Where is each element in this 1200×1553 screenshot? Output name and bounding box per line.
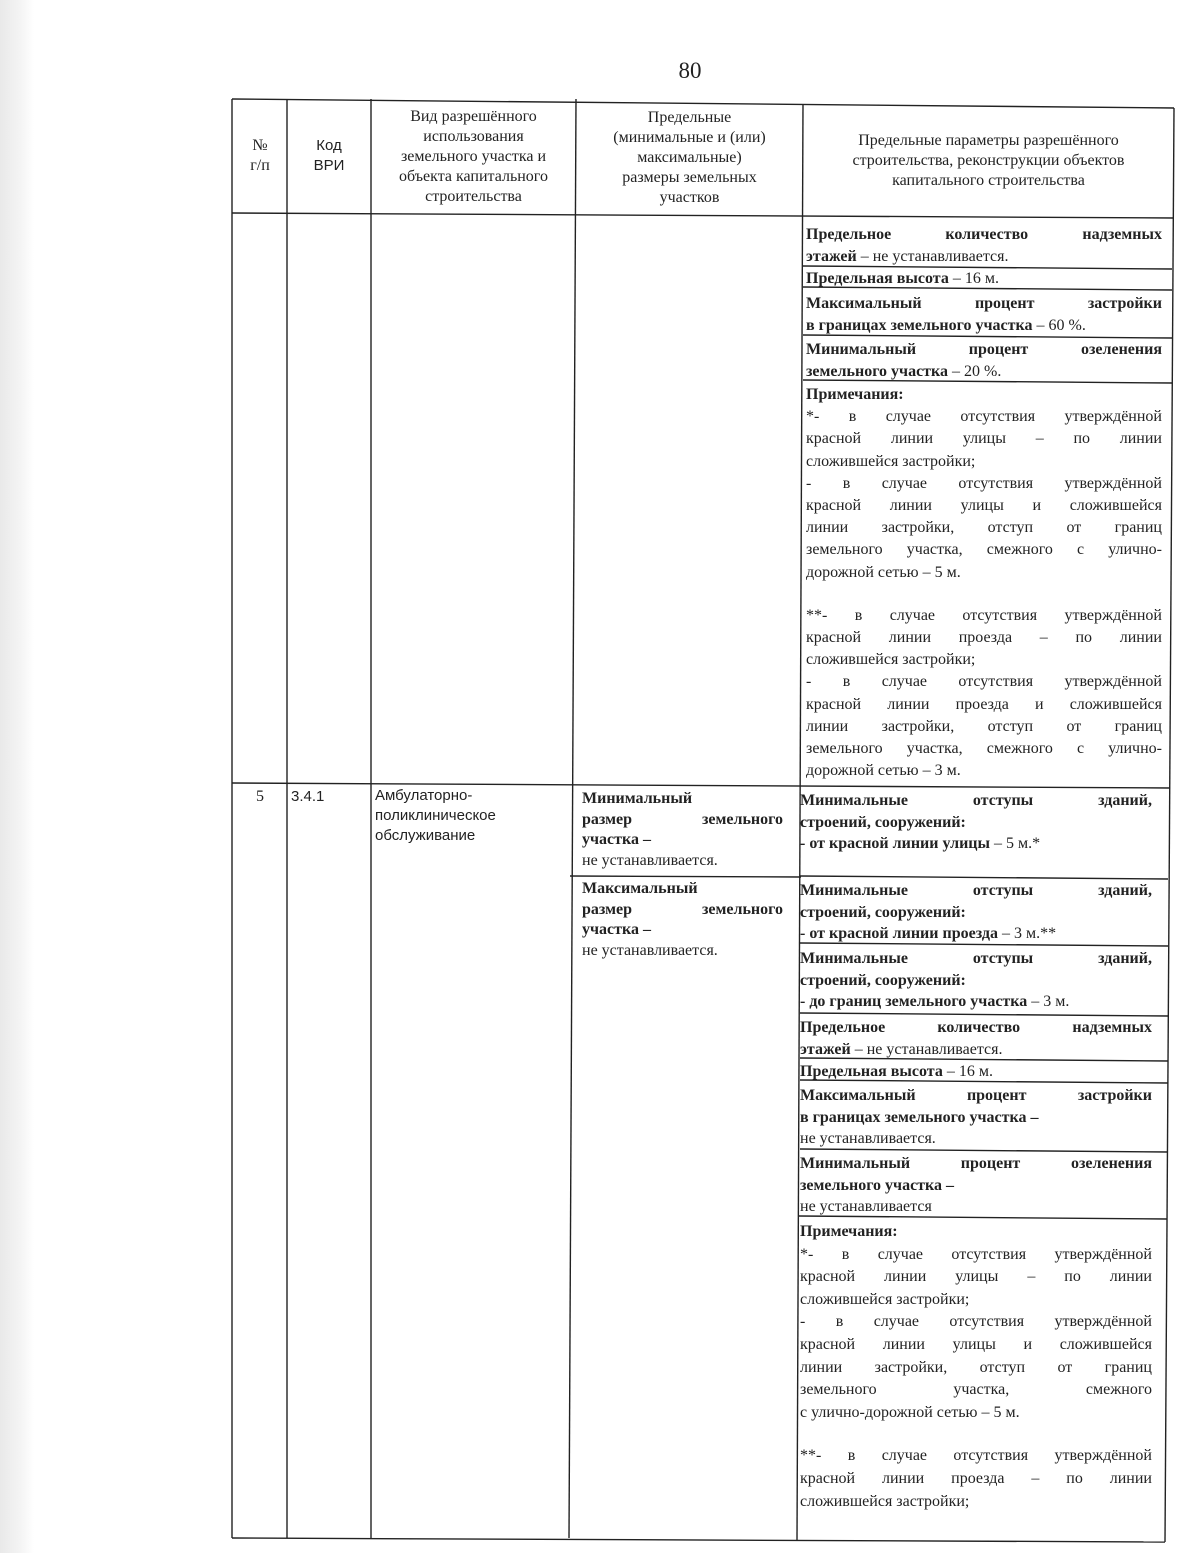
note-line: сложившейся застройки; <box>806 651 976 669</box>
param-label: Максимальный процент застройки <box>806 295 1162 312</box>
row5-num <box>234 787 286 807</box>
param-label: Минимальные отступы зданий, <box>800 792 1152 809</box>
continued-notes <box>806 384 1162 782</box>
size-label: участка – <box>582 831 651 848</box>
row5-max-size <box>582 879 783 961</box>
param-label: - до границ земельного участка <box>800 993 1028 1011</box>
size-label: размер земельного <box>582 810 783 828</box>
note-line: дорожной сетью – 3 м. <box>806 762 961 780</box>
row5-floors <box>800 1017 1152 1060</box>
row5-setback-driveway <box>800 880 1152 945</box>
param-value: – 60 %. <box>1032 316 1086 334</box>
param-label: Максимальный процент застройки <box>800 1087 1152 1104</box>
note-line: **- в случае отсутствия утверждённой <box>800 1447 1152 1465</box>
param-label: Предельное количество надземных <box>806 226 1162 243</box>
note-line: - в случае отсутствия утверждённой <box>806 673 1162 691</box>
header-use-type-line: Вид разрешённого <box>410 108 537 125</box>
page-number: 80 <box>678 58 702 83</box>
note-line: линии застройки, отступ от границ <box>806 519 1162 537</box>
param-value: – 5 м.* <box>990 835 1041 853</box>
continued-height <box>806 268 1162 290</box>
row5-height <box>800 1061 1152 1083</box>
note-line: красной линии улицы – по линии <box>806 430 1162 448</box>
param-value: – 3 м. <box>1027 993 1070 1011</box>
vri-code: 3.4.1 <box>291 788 325 805</box>
note-line: красной линии улицы и сложившейся <box>800 1335 1152 1353</box>
param-label: земельного участка <box>806 362 949 380</box>
row-number: 5 <box>256 788 264 805</box>
param-label: земельного участка – <box>800 1176 955 1194</box>
note-line: линии застройки, отступ от границ <box>800 1358 1152 1376</box>
param-label: Предельная высота <box>806 270 949 287</box>
row5-setback-border <box>800 948 1152 1013</box>
param-value: – не устанавливается. <box>850 1040 1003 1058</box>
header-code <box>288 100 370 212</box>
param-label: Минимальный процент озеленения <box>806 341 1162 358</box>
header-code-line: Код <box>316 137 342 154</box>
header-sizes-line: размеры земельных <box>622 169 757 186</box>
header-sizes-line: участков <box>659 189 720 206</box>
param-label: Предельная высота <box>800 1063 943 1080</box>
header-use-type <box>372 100 575 214</box>
note-line: дорожной сетью – 5 м. <box>806 563 961 581</box>
param-value: не устанавливается <box>800 1198 932 1216</box>
param-value: – не устанавливается. <box>856 247 1009 265</box>
notes-title: Примечания: <box>806 386 904 403</box>
param-label: этажей <box>806 247 857 265</box>
note-line: земельного участка, смежного с улично- <box>806 740 1162 758</box>
param-label: в границах земельного участка <box>806 316 1033 334</box>
header-params-line: Предельные параметры разрешённого <box>858 131 1119 149</box>
param-label: этажей <box>800 1040 851 1058</box>
size-label: Минимальный <box>582 790 693 807</box>
note-line: **- в случае отсутствия утверждённой <box>806 606 1162 624</box>
note-line: *- в случае отсутствия утверждённой <box>800 1245 1152 1263</box>
header-num-line: г/п <box>250 157 270 174</box>
row5-use-type <box>375 786 571 846</box>
header-sizes <box>577 101 802 215</box>
param-value: – 16 м. <box>948 270 999 287</box>
param-label: Минимальный процент озеленения <box>800 1155 1152 1172</box>
note-line: сложившейся застройки; <box>806 452 976 470</box>
param-label: строений, сооружений: <box>800 971 966 989</box>
param-label: Минимальные отступы зданий, <box>800 882 1152 899</box>
header-num <box>234 100 286 212</box>
header-params-line: капитального строительства <box>892 171 1085 189</box>
header-use-type-line: земельного участка и <box>400 148 547 165</box>
param-label: - от красной линии улицы <box>800 835 990 853</box>
param-label: - от красной линии проезда <box>800 925 998 943</box>
param-value: не устанавливается. <box>800 1130 936 1148</box>
note-line: с улично-дорожной сетью – 5 м. <box>800 1403 1020 1421</box>
row5-setback-street <box>800 790 1152 855</box>
use-type-line: поликлиническое <box>375 807 496 824</box>
scan-margin-shadow <box>0 0 34 1553</box>
param-label: в границах земельного участка – <box>800 1108 1039 1126</box>
row5-notes <box>800 1221 1152 1513</box>
note-line: красной линии улицы и сложившейся <box>806 497 1162 515</box>
param-value: – 16 м. <box>942 1063 993 1080</box>
header-code-line: ВРИ <box>313 157 345 174</box>
note-line: - в случае отсутствия утверждённой <box>800 1313 1152 1331</box>
param-label: строений, сооружений: <box>800 813 966 831</box>
note-gap <box>800 1424 1152 1445</box>
size-label: размер земельного <box>582 900 783 918</box>
header-params-line: строительства, реконструкции объектов <box>852 151 1125 169</box>
size-label: Максимальный <box>582 880 698 897</box>
row5-code <box>291 787 369 807</box>
note-line: красной линии улицы – по линии <box>800 1268 1152 1286</box>
note-line: красной линии проезда – по линии <box>806 629 1162 647</box>
header-use-type-line: строительства <box>425 188 522 205</box>
note-line: линии застройки, отступ от границ <box>806 717 1162 735</box>
header-params <box>805 104 1172 217</box>
note-line: *- в случае отсутствия утверждённой <box>806 408 1162 426</box>
header-sizes-line: Предельные <box>647 109 732 126</box>
size-value: не устанавливается. <box>582 851 718 869</box>
continued-floors <box>806 224 1162 267</box>
header-use-type-line: объекта капитального <box>399 168 548 185</box>
continued-min-green <box>806 339 1162 382</box>
row5-min-size <box>582 789 783 871</box>
header-use-type-line: использования <box>423 128 524 145</box>
continued-max-coverage <box>806 293 1162 336</box>
param-label: Предельное количество надземных <box>800 1019 1152 1036</box>
use-type-line: Амбулаторно- <box>375 787 473 804</box>
note-line: красной линии проезда – по линии <box>800 1469 1152 1487</box>
size-label: участка – <box>582 921 651 938</box>
row5-max-coverage <box>800 1085 1152 1150</box>
header-num-line: № <box>252 137 268 154</box>
note-line: земельного участка, смежного с улично- <box>806 541 1162 559</box>
param-value: – 3 м.** <box>997 925 1057 943</box>
note-line: сложившейся застройки; <box>800 1492 970 1510</box>
use-type-line: обслуживание <box>375 827 476 844</box>
param-label: строений, сооружений: <box>800 903 966 921</box>
param-label: Минимальные отступы зданий, <box>800 950 1152 967</box>
note-line: земельного участка, смежного <box>800 1381 1152 1399</box>
header-sizes-line: (минимальные и (или) <box>613 129 766 146</box>
note-gap <box>806 584 1162 605</box>
notes-title: Примечания: <box>800 1223 898 1240</box>
param-value: – 20 %. <box>948 362 1002 380</box>
note-line: красной линии проезда и сложившейся <box>806 695 1162 713</box>
note-line: - в случае отсутствия утверждённой <box>806 474 1162 492</box>
header-sizes-line: максимальные) <box>637 149 742 166</box>
size-value: не устанавливается. <box>582 941 718 959</box>
row5-min-green <box>800 1153 1152 1218</box>
note-line: сложившейся застройки; <box>800 1290 970 1308</box>
